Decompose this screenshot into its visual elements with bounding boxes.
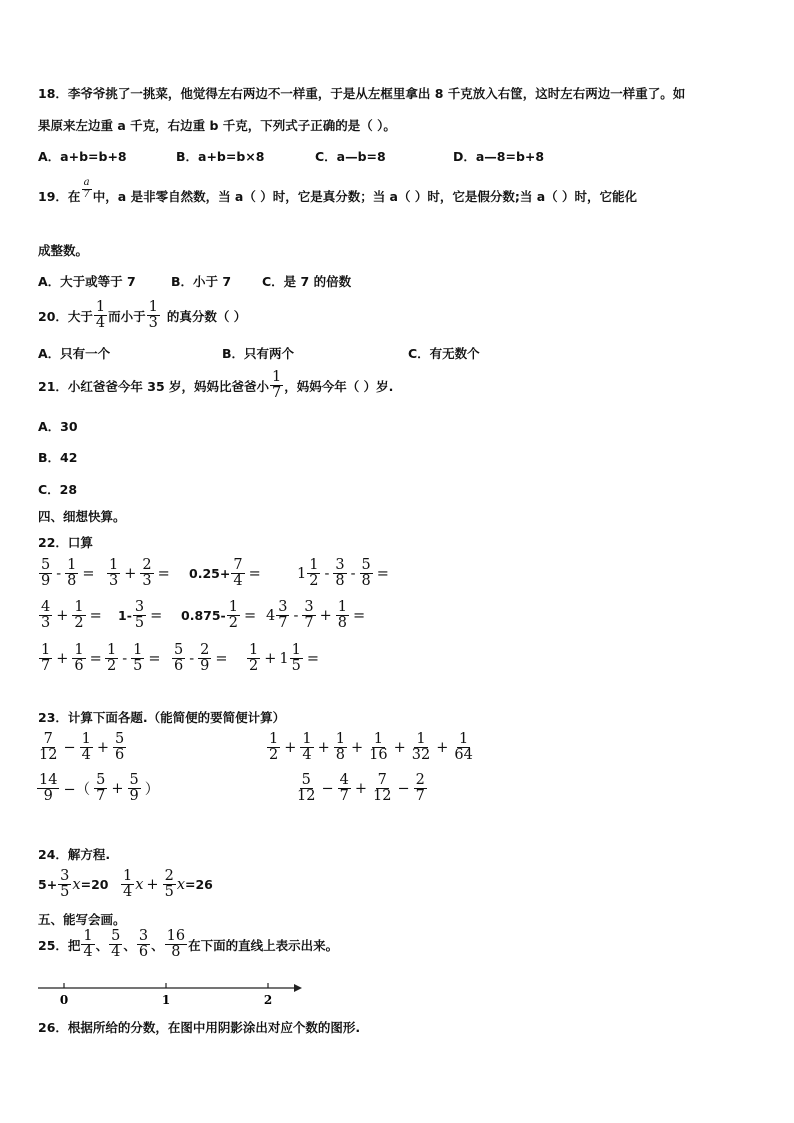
fraction-denominator: 7 bbox=[96, 788, 106, 805]
operator: = bbox=[353, 607, 366, 624]
expression-text: 0.25+ bbox=[189, 566, 231, 582]
expression-text: x bbox=[135, 876, 144, 893]
fraction-numerator: 1 bbox=[416, 731, 426, 747]
fraction-numerator: 1 bbox=[74, 599, 84, 615]
operator: = bbox=[150, 607, 163, 624]
q22-title: 22．口算 bbox=[38, 535, 93, 550]
fraction-denominator: 3 bbox=[109, 573, 119, 590]
q21-option-a: A．30 bbox=[38, 419, 78, 434]
operator: + bbox=[393, 739, 406, 756]
q22-r2-e4 bbox=[266, 600, 368, 631]
operator: + bbox=[56, 607, 69, 624]
q21-suffix: ，妈妈今年（ ）岁. bbox=[284, 378, 394, 394]
fraction-numerator: 1 bbox=[459, 731, 469, 747]
fraction-denominator: 7 bbox=[415, 788, 425, 805]
fraction bbox=[300, 732, 313, 763]
q20-frac1-num: 1 bbox=[95, 299, 106, 315]
fraction bbox=[80, 732, 93, 763]
fraction-numerator: 3 bbox=[60, 868, 70, 884]
fraction-numerator: 1 bbox=[228, 599, 238, 615]
fraction-numerator: 5 bbox=[96, 772, 106, 788]
q22-r3-e2 bbox=[104, 643, 164, 674]
fraction bbox=[452, 732, 474, 763]
q23-title: 23．计算下面各题.（能简便的要简便计算） bbox=[38, 710, 286, 725]
q26-line: 26．根据所给的分数，在图中用阴影涂出对应个数的图形. bbox=[38, 1020, 361, 1035]
fraction-numerator: 1 bbox=[109, 557, 119, 573]
q20-mid: 而小于 bbox=[108, 308, 146, 324]
operator: ） bbox=[144, 782, 160, 799]
fraction-numerator: 4 bbox=[339, 772, 349, 788]
fraction bbox=[198, 643, 211, 674]
fraction-denominator: 2 bbox=[249, 658, 259, 675]
fraction bbox=[334, 732, 347, 763]
operator: − bbox=[63, 739, 76, 756]
q21-frac-den: 7 bbox=[272, 385, 282, 402]
fraction-denominator: 64 bbox=[454, 747, 473, 764]
expression-text: x bbox=[72, 876, 81, 893]
q22-r2-e2 bbox=[118, 600, 165, 631]
fraction-numerator: 1 bbox=[249, 642, 259, 658]
q20-frac2-num: 1 bbox=[148, 299, 158, 315]
fraction bbox=[107, 558, 120, 589]
fraction-numerator: 1 bbox=[291, 642, 301, 658]
q18-option-d: D．a—8=b+8 bbox=[453, 149, 545, 164]
q21-frac bbox=[270, 370, 283, 401]
q19-prefix: 19．在 bbox=[38, 189, 81, 204]
fraction bbox=[121, 869, 134, 900]
operator: − bbox=[321, 780, 334, 797]
fraction-denominator: 7 bbox=[41, 658, 51, 675]
fraction bbox=[65, 558, 78, 589]
operator: - bbox=[293, 607, 299, 624]
q18-option-b: B．a+b=b×8 bbox=[176, 149, 265, 164]
fraction-denominator: 5 bbox=[164, 884, 174, 901]
q19-frac-num: a bbox=[83, 177, 90, 188]
fraction bbox=[290, 643, 303, 674]
expression-text: 0.875- bbox=[181, 608, 226, 624]
number-line-label-1: 1 bbox=[161, 993, 171, 1007]
fraction-numerator: 4 bbox=[41, 599, 51, 615]
q23-expr1 bbox=[36, 732, 127, 763]
fraction-numerator: 1 bbox=[67, 557, 77, 573]
q23-expr4 bbox=[294, 773, 428, 804]
fraction bbox=[276, 600, 289, 631]
fraction-numerator: 16 bbox=[166, 928, 186, 944]
fraction-denominator: 8 bbox=[67, 573, 77, 590]
fraction bbox=[302, 600, 315, 631]
expression-text: 4 bbox=[266, 607, 276, 624]
q19-rest: 中，a 是非零自然数，当 a（ ）时，它是真分数；当 a（ ）时，它是假分数;当 a（ ）时，它能化 bbox=[92, 189, 637, 204]
q21-frac-num: 1 bbox=[272, 369, 282, 385]
expression-text: =20 bbox=[80, 877, 109, 893]
fraction-denominator: 4 bbox=[123, 884, 133, 901]
section-4-heading: 四、细想快算。 bbox=[38, 509, 126, 524]
number-line bbox=[36, 980, 306, 1010]
fraction-numerator: 3 bbox=[278, 599, 288, 615]
fraction-denominator: 6 bbox=[138, 944, 149, 961]
fraction bbox=[109, 929, 122, 960]
q20-frac1 bbox=[94, 300, 107, 331]
fraction-numerator: 2 bbox=[200, 642, 210, 658]
q18-option-c: C．a—b=8 bbox=[315, 149, 386, 164]
fraction-denominator: 2 bbox=[107, 658, 117, 675]
expression-text: 25．把 bbox=[38, 937, 81, 953]
q22-r2-e3 bbox=[181, 600, 259, 631]
q21-line bbox=[38, 370, 393, 401]
operator: = bbox=[306, 650, 320, 667]
fraction-numerator: 1 bbox=[373, 731, 384, 747]
fraction bbox=[172, 643, 185, 674]
q19-option-c: C．是 7 的倍数 bbox=[262, 274, 352, 289]
fraction bbox=[133, 600, 146, 631]
q21-option-b: B．42 bbox=[38, 450, 78, 465]
q22-r3-e1 bbox=[38, 643, 105, 674]
operator: + bbox=[354, 780, 367, 797]
expression-text: 1 bbox=[279, 650, 289, 667]
fraction-denominator: 7 bbox=[278, 615, 288, 632]
operator: = bbox=[148, 650, 161, 667]
operator: + bbox=[319, 607, 332, 624]
fraction-denominator: 16 bbox=[369, 747, 388, 764]
fraction bbox=[333, 558, 346, 589]
fraction bbox=[140, 558, 153, 589]
q25-line bbox=[38, 929, 338, 960]
fraction-numerator: 5 bbox=[115, 731, 125, 747]
fraction-numerator: 5 bbox=[174, 642, 184, 658]
fraction-denominator: 3 bbox=[142, 573, 152, 590]
fraction-denominator: 8 bbox=[171, 944, 181, 961]
q20-option-b: B．只有两个 bbox=[222, 346, 295, 361]
fraction bbox=[247, 643, 260, 674]
fraction-denominator: 2 bbox=[228, 615, 238, 632]
section-5-heading: 五、能写会画。 bbox=[38, 912, 126, 927]
fraction-denominator: 7 bbox=[304, 615, 314, 632]
fraction-numerator: 1 bbox=[337, 599, 347, 615]
q21-option-c: C．28 bbox=[38, 482, 78, 497]
fraction-numerator: 5 bbox=[129, 772, 139, 788]
fraction-numerator: 14 bbox=[39, 772, 58, 788]
fraction-denominator: 2 bbox=[269, 747, 279, 764]
q20-frac2 bbox=[147, 300, 160, 331]
q19-line1 bbox=[38, 177, 637, 205]
fraction-denominator: 5 bbox=[291, 658, 301, 675]
q19-line2: 成整数。 bbox=[38, 243, 89, 258]
fraction-numerator: 3 bbox=[134, 599, 145, 615]
fraction bbox=[165, 929, 187, 960]
fraction-numerator: 7 bbox=[233, 557, 243, 573]
fraction-numerator: 5 bbox=[111, 928, 121, 944]
q20-prefix: 20．大于 bbox=[38, 308, 93, 324]
fraction-denominator: 4 bbox=[302, 747, 312, 764]
fraction-numerator: 3 bbox=[335, 557, 345, 573]
fraction-denominator: 8 bbox=[337, 615, 347, 632]
fraction-numerator: 2 bbox=[164, 868, 174, 884]
operator: = bbox=[243, 607, 257, 624]
fraction-denominator: 12 bbox=[297, 788, 316, 805]
operator: = bbox=[89, 607, 102, 624]
operator: = bbox=[157, 565, 170, 582]
expression-text: 、 bbox=[123, 937, 136, 953]
fraction bbox=[37, 732, 59, 763]
fraction bbox=[227, 600, 240, 631]
fraction bbox=[94, 773, 107, 804]
fraction bbox=[267, 732, 280, 763]
q22-r1-e4 bbox=[297, 558, 392, 589]
operator: + bbox=[146, 876, 159, 893]
expression-text: 在下面的直线上表示出来。 bbox=[188, 937, 339, 953]
fraction-denominator: 8 bbox=[335, 573, 345, 590]
operator: + bbox=[436, 739, 449, 756]
fraction bbox=[163, 869, 176, 900]
q24-eq1 bbox=[38, 869, 108, 900]
q19-fraction bbox=[81, 178, 91, 200]
q21-prefix: 21．小红爸爸今年 35 岁，妈妈比爸爸小 bbox=[38, 378, 269, 394]
fraction bbox=[39, 558, 52, 589]
fraction-denominator: 7 bbox=[339, 788, 349, 805]
operator: - bbox=[350, 565, 356, 582]
fraction bbox=[338, 773, 351, 804]
fraction-numerator: 3 bbox=[304, 599, 314, 615]
operator: + bbox=[284, 739, 297, 756]
q20-frac2-den: 3 bbox=[148, 315, 158, 332]
fraction bbox=[113, 732, 126, 763]
fraction bbox=[360, 558, 373, 589]
fraction bbox=[336, 600, 349, 631]
fraction-numerator: 3 bbox=[138, 928, 149, 944]
q18-line2: 果原来左边重 a 千克，右边重 b 千克，下列式子正确的是（ ）。 bbox=[38, 118, 396, 133]
fraction bbox=[105, 643, 118, 674]
q23-expr2 bbox=[266, 732, 476, 763]
fraction-denominator: 4 bbox=[83, 944, 93, 961]
operator: = bbox=[82, 565, 95, 582]
q20-option-c: C．有无数个 bbox=[408, 346, 480, 361]
fraction bbox=[39, 643, 52, 674]
operator: = bbox=[215, 650, 228, 667]
fraction-numerator: 1 bbox=[107, 642, 117, 658]
fraction bbox=[81, 929, 94, 960]
expression-text: =26 bbox=[185, 877, 213, 893]
operator: = bbox=[248, 565, 261, 582]
q18-line1: 18．李爷爷挑了一挑菜，他觉得左右两边不一样重，于是从左框里拿出 8 千克放入右筐，这时左右两边一样重了。如 bbox=[38, 86, 686, 101]
operator: + bbox=[111, 780, 124, 797]
operator: − bbox=[397, 780, 410, 797]
fraction-numerator: 1 bbox=[269, 731, 279, 747]
fraction bbox=[367, 732, 389, 763]
fraction bbox=[128, 773, 141, 804]
q20-suffix: 的真分数（ ） bbox=[166, 308, 247, 324]
expression-text: 、 bbox=[151, 937, 164, 953]
q19-option-b: B．小于 7 bbox=[171, 274, 232, 289]
operator: + bbox=[264, 650, 277, 667]
fraction-denominator: 5 bbox=[133, 658, 143, 675]
q22-r1-e3 bbox=[189, 558, 264, 589]
fraction-numerator: 1 bbox=[302, 731, 312, 747]
expression-text: 5+ bbox=[38, 877, 58, 893]
fraction-numerator: 2 bbox=[142, 557, 152, 573]
fraction-numerator: 1 bbox=[133, 642, 143, 658]
fraction-denominator: 9 bbox=[129, 788, 139, 805]
operator: −（ bbox=[63, 782, 91, 799]
fraction-numerator: 1 bbox=[41, 642, 51, 658]
fraction-denominator: 5 bbox=[134, 615, 145, 632]
q22-r1-e2 bbox=[106, 558, 173, 589]
fraction bbox=[414, 773, 427, 804]
fraction bbox=[72, 600, 85, 631]
q24-eq2 bbox=[120, 869, 213, 900]
fraction-numerator: 1 bbox=[123, 868, 133, 884]
fraction bbox=[231, 558, 244, 589]
fraction bbox=[72, 643, 85, 674]
operator: - bbox=[189, 650, 195, 667]
q22-r3-e4 bbox=[246, 643, 322, 674]
operator: = bbox=[89, 650, 102, 667]
q22-r2-e1 bbox=[38, 600, 105, 631]
fraction bbox=[131, 643, 144, 674]
fraction bbox=[58, 869, 71, 900]
expression-text: 1 bbox=[297, 565, 307, 582]
fraction bbox=[371, 773, 393, 804]
operator: - bbox=[324, 565, 330, 582]
fraction-numerator: 1 bbox=[309, 557, 319, 573]
expression-text: 1- bbox=[118, 608, 132, 624]
expression-text: 、 bbox=[95, 937, 109, 953]
fraction-denominator: 9 bbox=[41, 573, 51, 590]
fraction-denominator: 12 bbox=[373, 788, 392, 805]
number-line-label-0: 0 bbox=[59, 993, 69, 1007]
fraction-denominator: 2 bbox=[74, 615, 84, 632]
operator: + bbox=[96, 739, 109, 756]
fraction-numerator: 7 bbox=[377, 772, 387, 788]
fraction-numerator: 7 bbox=[43, 731, 53, 747]
fraction bbox=[295, 773, 317, 804]
fraction bbox=[137, 929, 150, 960]
operator: = bbox=[376, 565, 389, 582]
fraction-denominator: 4 bbox=[111, 944, 121, 961]
operator: + bbox=[351, 739, 364, 756]
q20-frac1-den: 4 bbox=[95, 315, 106, 332]
operator: + bbox=[56, 650, 69, 667]
q24-title: 24．解方程. bbox=[38, 847, 111, 862]
fraction-denominator: 6 bbox=[115, 747, 125, 764]
fraction-numerator: 1 bbox=[81, 731, 91, 747]
fraction-denominator: 8 bbox=[335, 747, 346, 764]
fraction-numerator: 1 bbox=[83, 928, 93, 944]
operator: + bbox=[124, 565, 137, 582]
fraction-denominator: 5 bbox=[60, 884, 70, 901]
fraction-numerator: 1 bbox=[74, 642, 84, 658]
fraction bbox=[39, 600, 52, 631]
fraction-denominator: 32 bbox=[411, 747, 431, 764]
number-line-label-2: 2 bbox=[263, 993, 273, 1007]
operator: - bbox=[122, 650, 128, 667]
q18-option-a: A．a+b=b+8 bbox=[38, 149, 127, 164]
q20-line bbox=[38, 300, 246, 331]
fraction-numerator: 2 bbox=[415, 772, 425, 788]
fraction bbox=[410, 732, 432, 763]
q22-r1-e1 bbox=[38, 558, 98, 589]
fraction-denominator: 4 bbox=[233, 573, 243, 590]
fraction-numerator: 5 bbox=[361, 557, 371, 573]
q20-option-a: A．只有一个 bbox=[38, 346, 111, 361]
expression-text: x bbox=[176, 876, 185, 893]
number-line-arrow bbox=[294, 984, 302, 992]
fraction-denominator: 6 bbox=[74, 658, 84, 675]
q23-expr3 bbox=[36, 773, 162, 804]
fraction-denominator: 2 bbox=[309, 573, 319, 590]
fraction bbox=[37, 773, 59, 804]
fraction-denominator: 6 bbox=[174, 658, 184, 675]
operator: + bbox=[317, 739, 330, 756]
fraction-denominator: 9 bbox=[200, 658, 210, 675]
fraction-denominator: 12 bbox=[39, 747, 58, 764]
q19-frac-den: 7 bbox=[83, 188, 90, 200]
fraction-denominator: 4 bbox=[81, 747, 91, 764]
fraction-denominator: 3 bbox=[41, 615, 51, 632]
fraction-numerator: 5 bbox=[301, 772, 311, 788]
fraction-denominator: 8 bbox=[361, 573, 371, 590]
fraction bbox=[307, 558, 320, 589]
fraction-denominator: 9 bbox=[43, 788, 53, 805]
q19-option-a: A．大于或等于 7 bbox=[38, 274, 136, 289]
operator: - bbox=[56, 565, 62, 582]
fraction-numerator: 1 bbox=[335, 731, 346, 747]
fraction-numerator: 5 bbox=[41, 557, 51, 573]
q22-r3-e3 bbox=[171, 643, 231, 674]
